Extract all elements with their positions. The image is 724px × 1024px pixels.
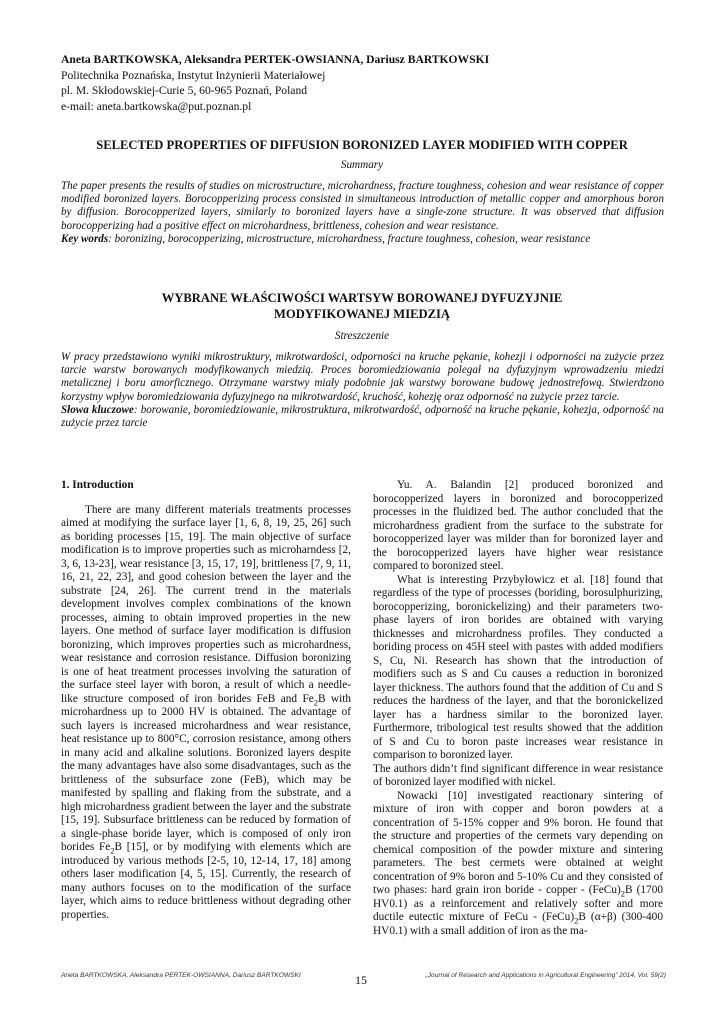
polish-title-line2: MODYFIKOWANEJ MIEDZIĄ — [274, 307, 450, 321]
keywords-label: Key words — [61, 232, 109, 245]
streszczenie-heading: Streszczenie — [334, 330, 390, 342]
keywords: : boronizing, borocopperizing, microstructure, microhardness, fracture toughness, cohesion, wear resistance — [108, 232, 591, 245]
author-block — [61, 52, 661, 114]
right-column — [373, 479, 663, 938]
email: e-mail: aneta.bartkowska@put.poznan.pl — [61, 99, 252, 113]
section-heading-introduction: 1. Introduction — [61, 479, 134, 491]
nickel-paragraph: The authors didn’t find significant difference in wear resistance of boronized layer modified with nickel. — [373, 762, 663, 788]
introduction-paragraph: There are many different materials treatments processes aimed at modifying the surface layer [1, 6, 8, 19, 25, 26] such as boriding processes [15, 19]. The main objective of surface modification is to improve properties such as microharndess [2, 3, 6, 13-23], wear resistance [3, 15, 17, 19], brittleness [7, 9, 11, 16, 21, 22, 23], and good cohesion between the layer and the substrate [24, 26]. The current trend in the materials development involves complex combinations of the known processes, aiming to obtain improved properties in the new layers. One method of surface layer modification is diffusion boronizing, which improves properties such as microhardness, wear resistance and corrosion resistance. Diffusion boronizing is one of heat treatment processes involving the saturation of the surface steel layer with boron, a result of which a needle-like structure composed of iron borides FeB and $Fe_2B$ with microhardness up to 2000 HV is obtained. The advantage of such layers is increased microhardness and wear resistance, heat resistance up to 800°C, corrosion resistance, among others in many acid and alkaline solutions. Boronized layers despite the many advantages have also some disadvantages, such as the brittleness of the subsurface zone (FeB), which may be manifested by spalling and flaking from the substrate, and a high microhardness gradient between the layer and the substrate [15, 19]. Subsurface brittleness can be reduced by formation of a single-phase boride layer, which is composed of only iron borides $Fe_2B$ [15], or by modifying with elements which are introduced by various methods [2-5, 10, 12-14, 17, 18] among others laser modification [4, 5, 15]. Currently, the research of many authors focuses on to the modification of the surface layer, which aims to reduce brittleness without degrading other properties. — [61, 503, 351, 921]
author-names: Aneta BARTKOWSKA, Aleksandra PERTEK-OWSIANNA, Dariusz BARTKOWSKI — [61, 53, 490, 66]
polish-summary — [61, 351, 664, 430]
przybylowicz-paragraph: What is interesting Przybyłowicz et al. [18] found that regardless of the type of processes (boriding, borosulphurizing, borocopperizing, boronickelizing) and their parameters two-phase layers of iron borides are obtained with varying thicknesses and microhardness profiles. They conducted a boriding process on 45H steel with pastes with added modifiers S, Cu, Ni. Research has shown that the introduction of modifiers such as S and Cu causes a reduction in boronized layer thickness. The authors found that the addition of Cu and S reduces the hardness of the layer, and that the boronickelized layer has a hardness similar to the boronized layer. Furthermore, tribological test results showed that the addition of S and Cu to boron paste increases wear resistance in comparison to boronized layer. — [373, 573, 663, 761]
nowacki-paragraph: Nowacki [10] investigated reactionary sintering of mixture of iron with copper and boron powders at a concentration of 5-15% copper and 9% boron. He found that the structure and properties of the cermets vary depending on chemical composition of the powder mixture and sintering parameters. The best cermets were obtained at weight concentration of 9% boron and 5-10% Cu and they consisted of two phases: hard grain iron boride - copper - $(FeCu)_2B$ (1700 HV0.1) as a reinforcement and relatively softer and more ductile eutectic mixture of FeCu - $(FeCu)_2B$ (α+β) (300-400 HV0.1) with a small addition of iron as the ma- — [373, 789, 663, 937]
balandin-paragraph: Yu. A. Balandin [2] produced boronized and borocopperized layers in boronized and borocopperized processes in the fluidized bed. The author concluded that the microhardness gradient from the surface to the substrate for borocopperized layer was milder than for boronized layer and the borocopperized layers have higher wear resistance compared to boronized steel. — [373, 479, 663, 572]
summary-heading: Summary — [340, 159, 384, 171]
slowa-kluczowe-label: Słowa kluczowe — [61, 403, 134, 416]
polish-summary-text: W pracy przedstawiono wyniki mikrostruktury, mikrotwardości, odporności na kruche pękanie, kohezji i odporności na zużycie przez tarcie warstw borowanych modyfikowanych miedzią. Proces boromiedziowania polegał na dyfuzyjnym wprowadzeniu miedzi metalicznej i boru amorficznego. Otrzymane warstwy miały podobnie jak warstwy borowane budowę jednostrefową. Stwierdzono korzystny wpływ boromiedziowania dyfuzyjnego na mikrotwardość, kruchość, kohezję oraz odporność na zużycie przez tarcie. — [61, 351, 664, 403]
english-summary-text: The paper presents the results of studies on microstructure, microhardness, fracture toughness, cohesion and wear resistance of copper modified boronized layers. Borocopperizing process consisted in simultaneous introduction of metallic copper and amorphous boron by diffusion. Borocopperized layers, similarly to boronized layers have a single-zone structure. It was observed that diffusion borocopperizing had a positive effect on microhardness, brittleness, cohesion and wear resistance. — [61, 180, 664, 232]
left-column — [61, 479, 351, 922]
polish-title — [55, 290, 669, 322]
polish-title-line1: WYBRANE WŁAŚCIWOŚCI WARTSYW BOROWANEJ DYFUZYJNIE — [161, 291, 563, 305]
footer-authors: Aneta BARTKOWSKA, Aleksandra PERTEK-OWSIANNA, Dariusz BARTKOWSKI — [61, 972, 301, 979]
slowa-kluczowe: : borowanie, boromiedziowanie, mikrostruktura, mikrotwardość, odporność na kruche pękanie, kohezja, odporność na zużycie przez tarcie — [61, 403, 664, 430]
english-summary — [61, 180, 664, 246]
page-number: 15 — [355, 973, 367, 987]
affiliation: Politechnika Poznańska, Instytut Inżynierii Materiałowej — [61, 68, 326, 82]
footer-journal: „Journal of Research and Applications in Agricultural Engineering” 2014, Vol. 59(2) — [425, 972, 666, 979]
english-title: SELECTED PROPERTIES OF DIFFUSION BORONIZED LAYER MODIFIED WITH COPPER — [96, 138, 628, 152]
address: pl. M. Skłodowskiej-Curie 5, 60-965 Poznań, Poland — [61, 84, 308, 97]
